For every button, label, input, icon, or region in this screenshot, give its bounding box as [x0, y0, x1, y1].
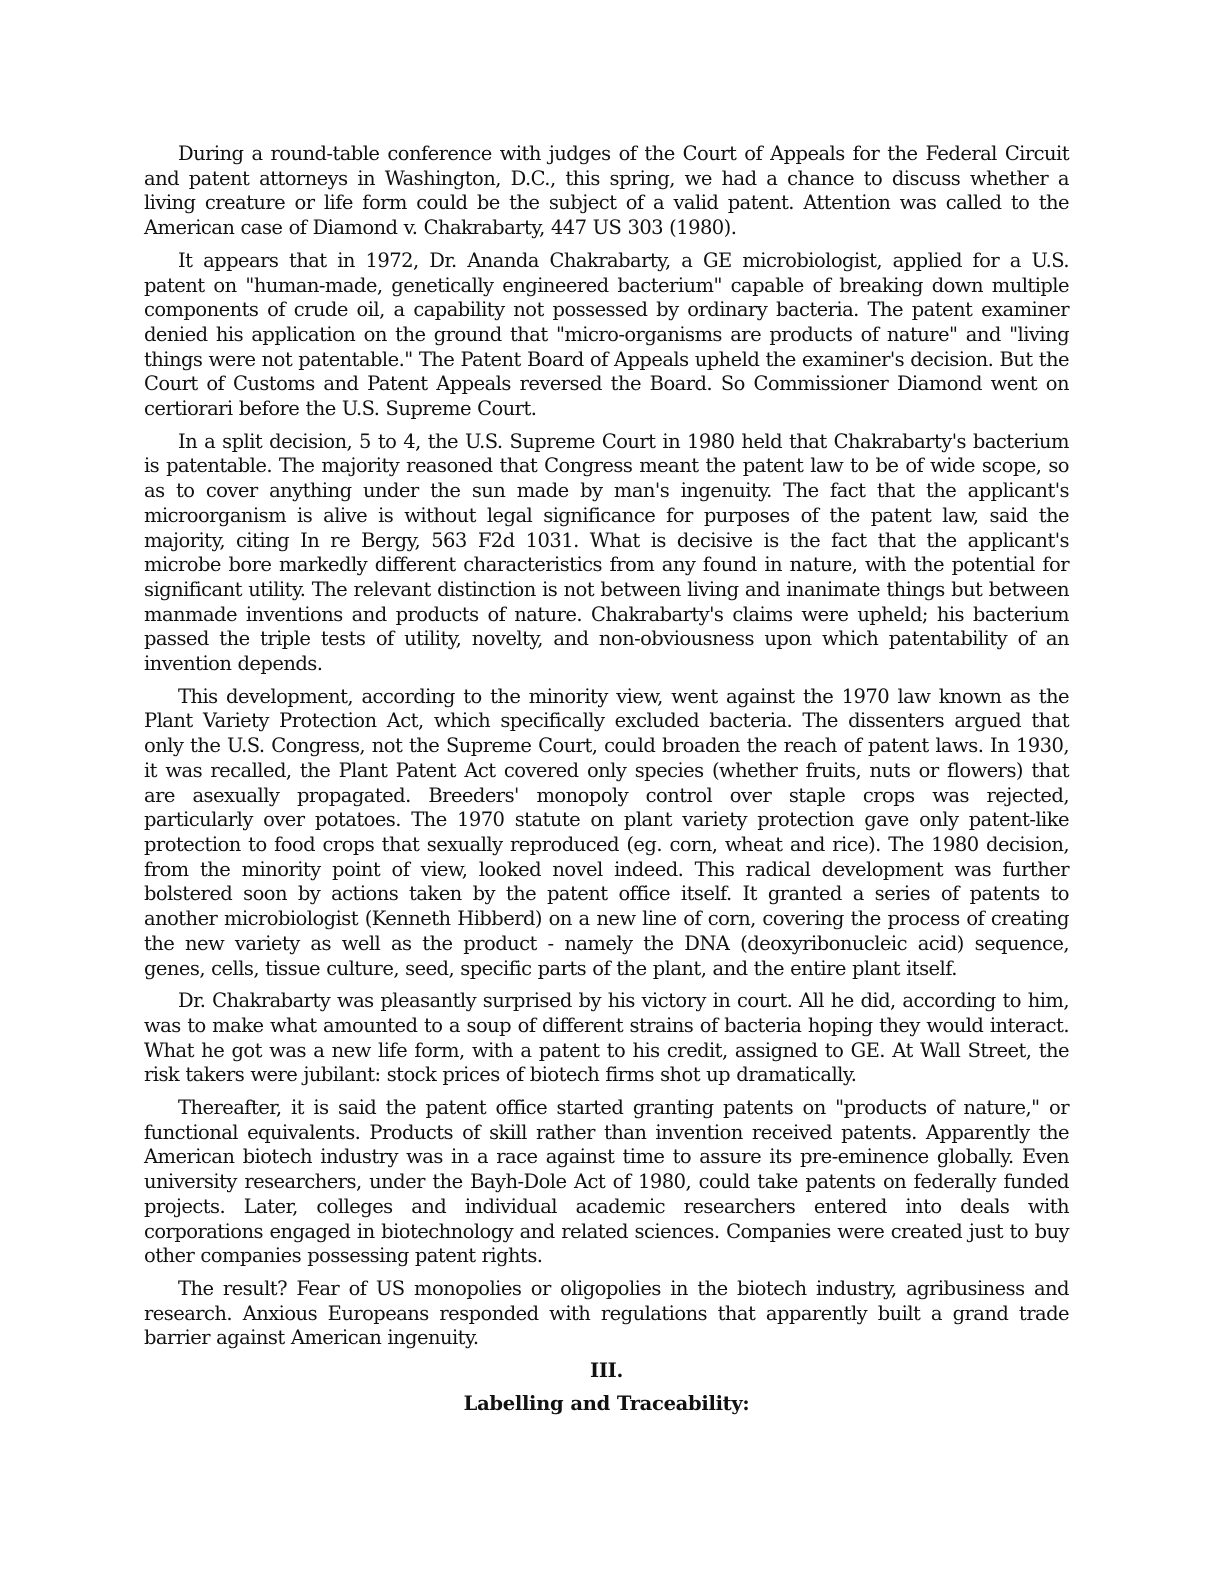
section-number: III.: [590, 1359, 623, 1383]
paragraph-supreme-court-decision: In a split decision, 5 to 4, the U.S. Supreme Court in 1980 held that Chakrabarty's bacterium is patentable. The majority reasoned that Congress meant the patent law to be of wide scope, so as to cover anything under the sun made by man's ingenuity. The fact that the applicant's microorganism is alive is without legal significance for purposes of the patent law, said the majority, citing In re Bergy, 563 F2d 1031. What is decisive is the fact that the applicant's microbe bore markedly different characteristics from any found in nature, with the potential for significant utility. The relevant distinction is not between living and inanimate things but between manmade inventions and products of nature. Chakrabarty's claims were upheld; his bacterium passed the triple tests of utility, novelty, and non-obviousness upon which patentability of an invention depends.: [144, 429, 1069, 676]
document-page: [144, 142, 1069, 1424]
paragraph-minority-view: This development, according to the minority view, went against the 1970 law known as the Plant Variety Protection Act, which specifically excluded bacteria. The dissenters argued that only the U.S. Congress, not the Supreme Court, could broaden the reach of patent laws. In 1930, it was recalled, the Plant Patent Act covered only species (whether fruits, nuts or flowers) that are asexually propagated. Breeders' monopoly control over staple crops was rejected, particularly over potatoes. The 1970 statute on plant variety protection gave only patent-like protection to food crops that sexually reproduced (eg. corn, wheat and rice). The 1980 decision, from the minority point of view, looked novel indeed. This radical development was further bolstered soon by actions taken by the patent office itself. It granted a series of patents to another microbiologist (Kenneth Hibberd) on a new line of corn, covering the process of creating the new variety as well as the product - namely the DNA (deoxyribonucleic acid) sequence, genes, cells, tissue culture, seed, specific parts of the plant, and the entire plant itself.: [144, 684, 1069, 980]
paragraph-european-response: The result? Fear of US monopolies or oligopolies in the biotech industry, agribusiness and research. Anxious Europeans responded with regulations that apparently built a grand trade barrier against American ingenuity.: [144, 1276, 1069, 1350]
paragraph-chakrabarty-victory: Dr. Chakrabarty was pleasantly surprised by his victory in court. All he did, according to him, was to make what amounted to a soup of different strains of bacteria hoping they would interact. What he got was a new life form, with a patent to his credit, assigned to GE. At Wall Street, the risk takers were jubilant: stock prices of biotech firms shot up dramatically.: [144, 989, 1069, 1087]
paragraph-chakrabarty-application: It appears that in 1972, Dr. Ananda Chakrabarty, a GE microbiologist, applied for a U.S. patent on "human-made, genetically engineered bacterium" capable of breaking down multiple components of crude oil, a capability not possessed by ordinary bacteria. The patent examiner denied his application on the ground that "micro-organisms are products of nature" and "living things were not patentable." The Patent Board of Appeals upheld the examiner's decision. But the Court of Customs and Patent Appeals reversed the Board. So Commissioner Diamond went on certiorari before the U.S. Supreme Court.: [144, 248, 1069, 421]
section-title: Labelling and Traceability:: [463, 1391, 750, 1415]
paragraph-roundtable-conference: During a round-table conference with judges of the Court of Appeals for the Federal Circuit and patent attorneys in Washington, D.C., this spring, we had a chance to discuss whether a living creature or life form could be the subject of a valid patent. Attention was called to the American case of Diamond v. Chakrabarty, 447 US 303 (1980).: [144, 142, 1069, 240]
paragraph-patent-office-products-of-nature: Thereafter, it is said the patent office started granting patents on "products of nature," or functional equivalents. Products of skill rather than invention received patents. Apparently the American biotech industry was in a race against time to assure its pre-eminence globally. Even university researchers, under the Bayh-Dole Act of 1980, could take patents on federally funded projects. Later, colleges and individual academic researchers entered into deals with corporations engaged in biotechnology and related sciences. Companies were created just to buy other companies possessing patent rights.: [144, 1096, 1069, 1268]
